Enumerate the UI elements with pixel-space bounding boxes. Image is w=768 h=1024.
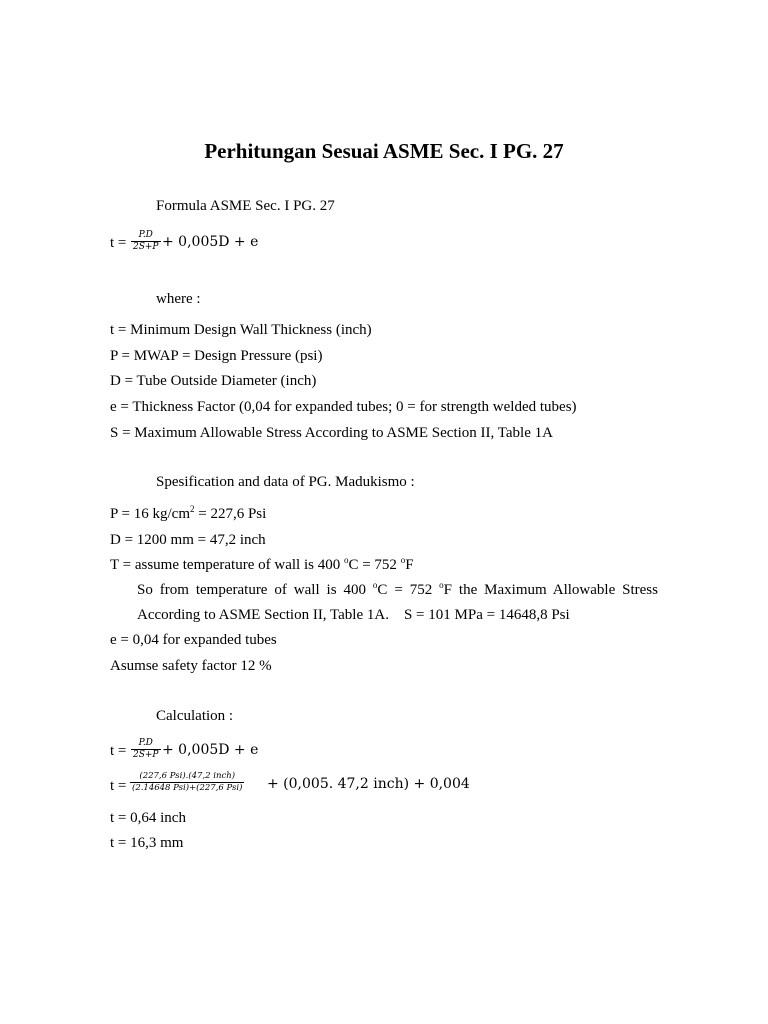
calc-sub-rhs: + (0,005. 47,2 inch) + 0,004 <box>267 776 470 792</box>
spec-safety: Asumse safety factor 12 % <box>110 658 272 674</box>
spec-according: According to ASME Section II, Table 1A. S = 101 MPa = 14648,8 Psi <box>137 607 570 623</box>
calc-denominator: 2S+P <box>133 750 159 760</box>
definition-line: t = Minimum Design Wall Thickness (inch) <box>110 322 372 338</box>
spec-pressure <box>110 505 266 523</box>
spec-pressure-text: P = 16 kg/cm <box>110 506 190 522</box>
where-label: where : <box>156 291 201 307</box>
calc-sub-numerator: (227,6 Psi).(47,2 inch) <box>130 771 244 783</box>
calc-sub-lhs: t = <box>110 778 127 794</box>
result-line: t = 0,64 inch <box>110 810 186 826</box>
definition-line: P = MWAP = Design Pressure (psi) <box>110 348 323 364</box>
calc-rhs: + 0,005D + e <box>162 742 259 758</box>
formula-lhs: t = <box>110 235 127 251</box>
degree-symbol: o <box>343 555 349 565</box>
formula-heading: Formula ASME Sec. I PG. 27 <box>156 198 335 214</box>
definition-line: D = Tube Outside Diameter (inch) <box>110 373 317 389</box>
spec-temperature-unit: F <box>405 557 414 573</box>
spec-pressure-value: = 227,6 Psi <box>194 506 267 522</box>
calc-lhs: t = <box>110 743 127 759</box>
formula-rhs: + 0,005D + e <box>162 234 259 250</box>
definition-line: S = Maximum Allowable Stress According to ASME Section II, Table 1A <box>110 425 553 441</box>
calc-heading: Calculation : <box>156 708 234 724</box>
spec-temperature <box>110 556 414 574</box>
spec-diameter: D = 1200 mm = 47,2 inch <box>110 532 266 548</box>
spec-temperature-text: T = assume temperature of wall is 400 <box>110 557 344 573</box>
degree-symbol: o <box>439 580 444 590</box>
spec-so-text: So from temperature of wall is 400 <box>137 582 373 598</box>
definition-line: e = Thickness Factor (0,04 for expanded tubes; 0 = for strength welded tubes) <box>110 399 577 415</box>
spec-so-mid: C = 752 <box>377 582 440 598</box>
calc-sub-fraction <box>130 771 244 794</box>
degree-symbol: o <box>400 555 406 565</box>
calc-fraction <box>131 738 161 761</box>
spec-so-line <box>137 581 658 599</box>
spec-heading: Spesification and data of PG. Madukismo : <box>156 474 415 490</box>
spec-e: e = 0,04 for expanded tubes <box>110 632 277 648</box>
calc-sub-denominator: (2.14648 Psi)+(227,6 Psi) <box>132 783 243 793</box>
spec-pressure-exponent: 2 <box>190 504 195 514</box>
formula-denominator: 2S+P <box>133 242 159 252</box>
result-line: t = 16,3 mm <box>110 835 184 851</box>
calc-numerator: P.D <box>131 738 161 750</box>
spec-temperature-mid: C = 752 <box>348 557 401 573</box>
formula-numerator: P.D <box>131 230 161 242</box>
page-title: Perhitungan Sesuai ASME Sec. I PG. 27 <box>204 139 564 163</box>
spec-so-post: F the Maximum Allowable Stress <box>443 582 658 598</box>
degree-symbol: o <box>372 580 378 590</box>
formula-fraction <box>131 230 161 253</box>
